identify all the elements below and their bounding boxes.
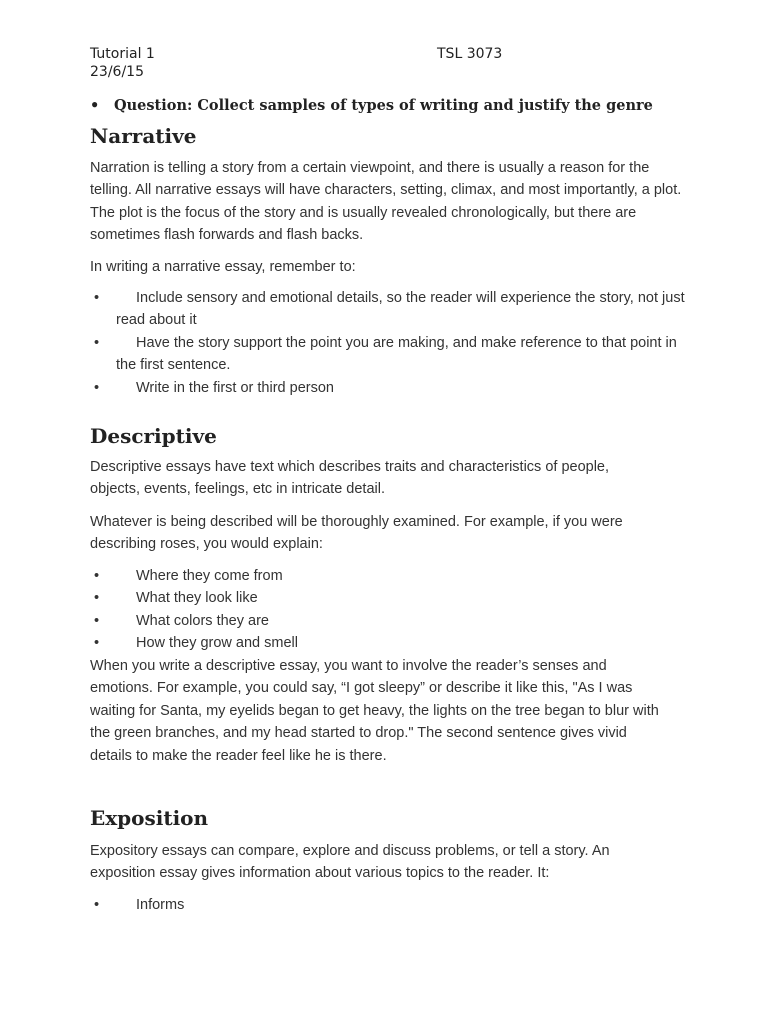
date-label: 23/6/15	[90, 64, 144, 80]
bullet-icon: •	[94, 334, 100, 351]
list-item-text: Informs	[136, 897, 185, 913]
descriptive-paragraph-2: Whatever is being described will be thoroughly examined. For example, if you were describing roses, you would explain:	[90, 514, 623, 553]
descriptive-heading: Descriptive	[90, 424, 217, 448]
list-item	[90, 587, 690, 609]
narrative-heading: Narrative	[90, 124, 197, 148]
list-item	[90, 332, 685, 377]
bullet-icon: •	[90, 97, 100, 114]
question-line	[90, 96, 653, 116]
list-item-text: What colors they are	[136, 612, 269, 629]
bullet-icon: •	[94, 897, 100, 913]
bullet-icon: •	[94, 379, 100, 396]
narrative-paragraph-2: In writing a narrative essay, remember to:	[90, 259, 356, 275]
list-item-text: Have the story support the point you are making, and make reference to that point in the first sentence.	[116, 334, 677, 374]
list-item-text: How they grow and smell	[136, 635, 298, 652]
list-item	[90, 894, 690, 916]
descriptive-paragraph-3: When you write a descriptive essay, you want to involve the reader’s senses and emotions. For example, you could say, “I got sleepy” or describe it like this, "As I was waiting for Santa, my eyelids began to get heavy, the lights on the tree began to blur with the green branches, and my head started to drop." The second sentence gives vivid details to make the reader feel like he is there.	[90, 658, 659, 764]
narrative-list	[90, 287, 685, 399]
descriptive-paragraph-1: Descriptive essays have text which describes traits and characteristics of people, objects, events, feelings, etc in intricate detail.	[90, 459, 610, 498]
exposition-paragraph-1: Expository essays can compare, explore and discuss problems, or tell a story. An exposition essay gives information about various topics to the reader. It:	[90, 843, 610, 882]
list-item-text: Include sensory and emotional details, so the reader will experience the story, not just read about it	[116, 290, 685, 329]
list-item	[90, 377, 685, 399]
bullet-icon: •	[94, 612, 100, 629]
exposition-heading: Exposition	[90, 806, 209, 830]
list-item-text: What they look like	[136, 590, 258, 607]
list-item-text: Write in the first or third person	[136, 379, 334, 396]
list-item	[90, 287, 685, 332]
narrative-paragraph-1: Narration is telling a story from a certain viewpoint, and there is usually a reason for the telling. All narrative essays will have characters, setting, climax, and most importantly, a plot. The plot is the focus of the story and is usually revealed chronologically, but there are sometimes flash forwards and flash backs.	[90, 160, 682, 244]
bullet-icon: •	[94, 290, 100, 306]
list-item	[90, 632, 690, 654]
list-item	[90, 565, 690, 587]
exposition-list	[90, 894, 690, 916]
bullet-icon: •	[94, 568, 100, 584]
tutorial-label: Tutorial 1	[90, 46, 155, 62]
question-text: Question: Collect samples of types of writing and justify the genre	[114, 97, 653, 114]
list-item	[90, 610, 690, 632]
course-code: TSL 3073	[437, 46, 503, 62]
bullet-icon: •	[94, 635, 100, 652]
bullet-icon: •	[94, 590, 100, 607]
descriptive-list	[90, 565, 690, 655]
list-item-text: Where they come from	[136, 568, 283, 584]
